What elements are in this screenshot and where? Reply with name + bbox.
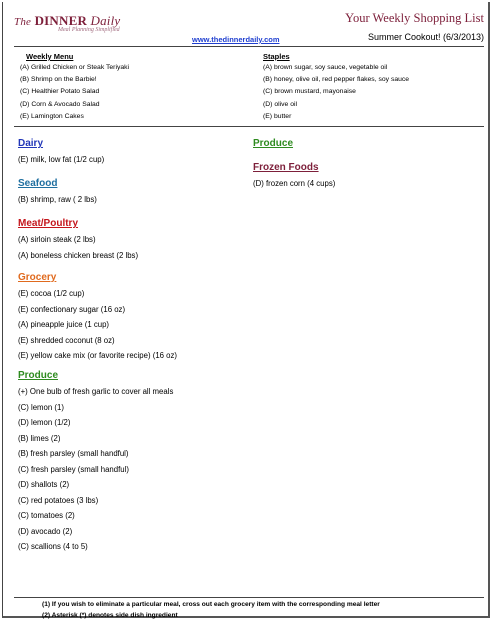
list-item: (E) Lamington Cakes: [20, 112, 84, 120]
list-item: (D) olive oil: [263, 100, 297, 108]
logo-daily: Daily: [90, 13, 121, 28]
frozen-foods-list: [253, 176, 335, 192]
menu-divider: [14, 126, 484, 127]
dairy-list: [18, 152, 104, 168]
page-subtitle: Summer Cookout! (6/3/2013): [367, 32, 484, 42]
list-item: (D) shallots (2): [18, 480, 70, 489]
logo-dinner: DINNER: [34, 13, 88, 28]
header-divider: [14, 46, 484, 47]
list-item: (B) limes (2): [18, 433, 61, 443]
list-item: (C) brown mustard, mayonaise: [263, 88, 356, 96]
weekly-menu-heading: Weekly Menu: [26, 52, 74, 61]
list-item: (E) shredded coconut (8 oz): [18, 335, 115, 345]
logo-the: The: [14, 16, 32, 28]
list-item: (C) red potatoes (3 lbs): [18, 495, 99, 505]
list-item: (+) One bulb of fresh garlic to cover all meals: [18, 387, 174, 396]
dairy-heading: Dairy: [18, 138, 44, 149]
list-item: (B) honey, olive oil, red pepper flakes, soy sauce: [263, 76, 410, 84]
produce-heading: Produce: [18, 370, 59, 381]
list-item: (E) milk, low fat (1/2 cup): [18, 155, 105, 164]
frozen-foods-heading: Frozen Foods: [253, 162, 319, 173]
list-item: (E) butter: [263, 112, 292, 120]
list-item: (E) cocoa (1/2 cup): [18, 289, 85, 298]
page-title: Your Weekly Shopping List: [345, 11, 484, 25]
seafood-list: [18, 192, 97, 208]
list-item: (A) sirloin steak (2 lbs): [18, 235, 96, 244]
dinner-daily-logo: [14, 13, 120, 33]
footnotes: [42, 600, 380, 621]
list-item: (A) Grilled Chicken or Steak Teriyaki: [20, 64, 130, 71]
weekly-menu-list: [20, 62, 129, 123]
meat-poultry-list: [18, 232, 138, 263]
staples-heading: Staples: [263, 52, 290, 61]
meat-poultry-heading: Meat/Poultry: [18, 218, 79, 229]
list-item: (B) Shrimp on the Barbie!: [20, 76, 97, 84]
staples-list: [263, 62, 409, 123]
list-item: (C) scallions (4 to 5): [18, 542, 88, 551]
seafood-heading: Seafood: [18, 178, 58, 189]
grocery-list: [18, 286, 177, 364]
website-link[interactable]: www.thedinnerdaily.com: [192, 35, 280, 44]
list-item: (D) Corn & Avocado Salad: [20, 100, 100, 108]
footnote: (2) Asterisk (*) denotes side dish ingredient: [42, 611, 178, 619]
produce-right-heading: Produce: [253, 138, 294, 149]
list-item: (E) yellow cake mix (or favorite recipe) (16 oz): [18, 351, 178, 360]
list-item: (A) brown sugar, soy sauce, vegetable oil: [263, 64, 388, 71]
grocery-heading: Grocery: [18, 272, 57, 283]
list-item: (C) Healthier Potato Salad: [20, 88, 100, 96]
list-item: (A) pineapple juice (1 cup): [18, 320, 110, 329]
footer-divider: [14, 597, 484, 598]
list-item: (B) shrimp, raw ( 2 lbs): [18, 195, 97, 204]
logo-tagline: Meal Planning Simplified: [58, 27, 120, 33]
list-item: (C) fresh parsley (small handful): [18, 464, 129, 474]
list-item: (C) lemon (1): [18, 402, 64, 412]
footnote: (1) If you wish to eliminate a particular meal, cross out each grocery item with the corresponding meal letter: [42, 601, 380, 608]
produce-list: [18, 384, 173, 555]
list-item: (D) lemon (1/2): [18, 418, 71, 427]
list-item: (B) fresh parsley (small handful): [18, 449, 129, 458]
list-item: (C) tomatoes (2): [18, 511, 75, 520]
list-item: (D) avocado (2): [18, 526, 73, 536]
list-item: (A) boneless chicken breast (2 lbs): [18, 250, 139, 260]
list-item: (E) confectionary sugar (16 oz): [18, 304, 126, 314]
list-item: (D) frozen corn (4 cups): [253, 179, 336, 188]
